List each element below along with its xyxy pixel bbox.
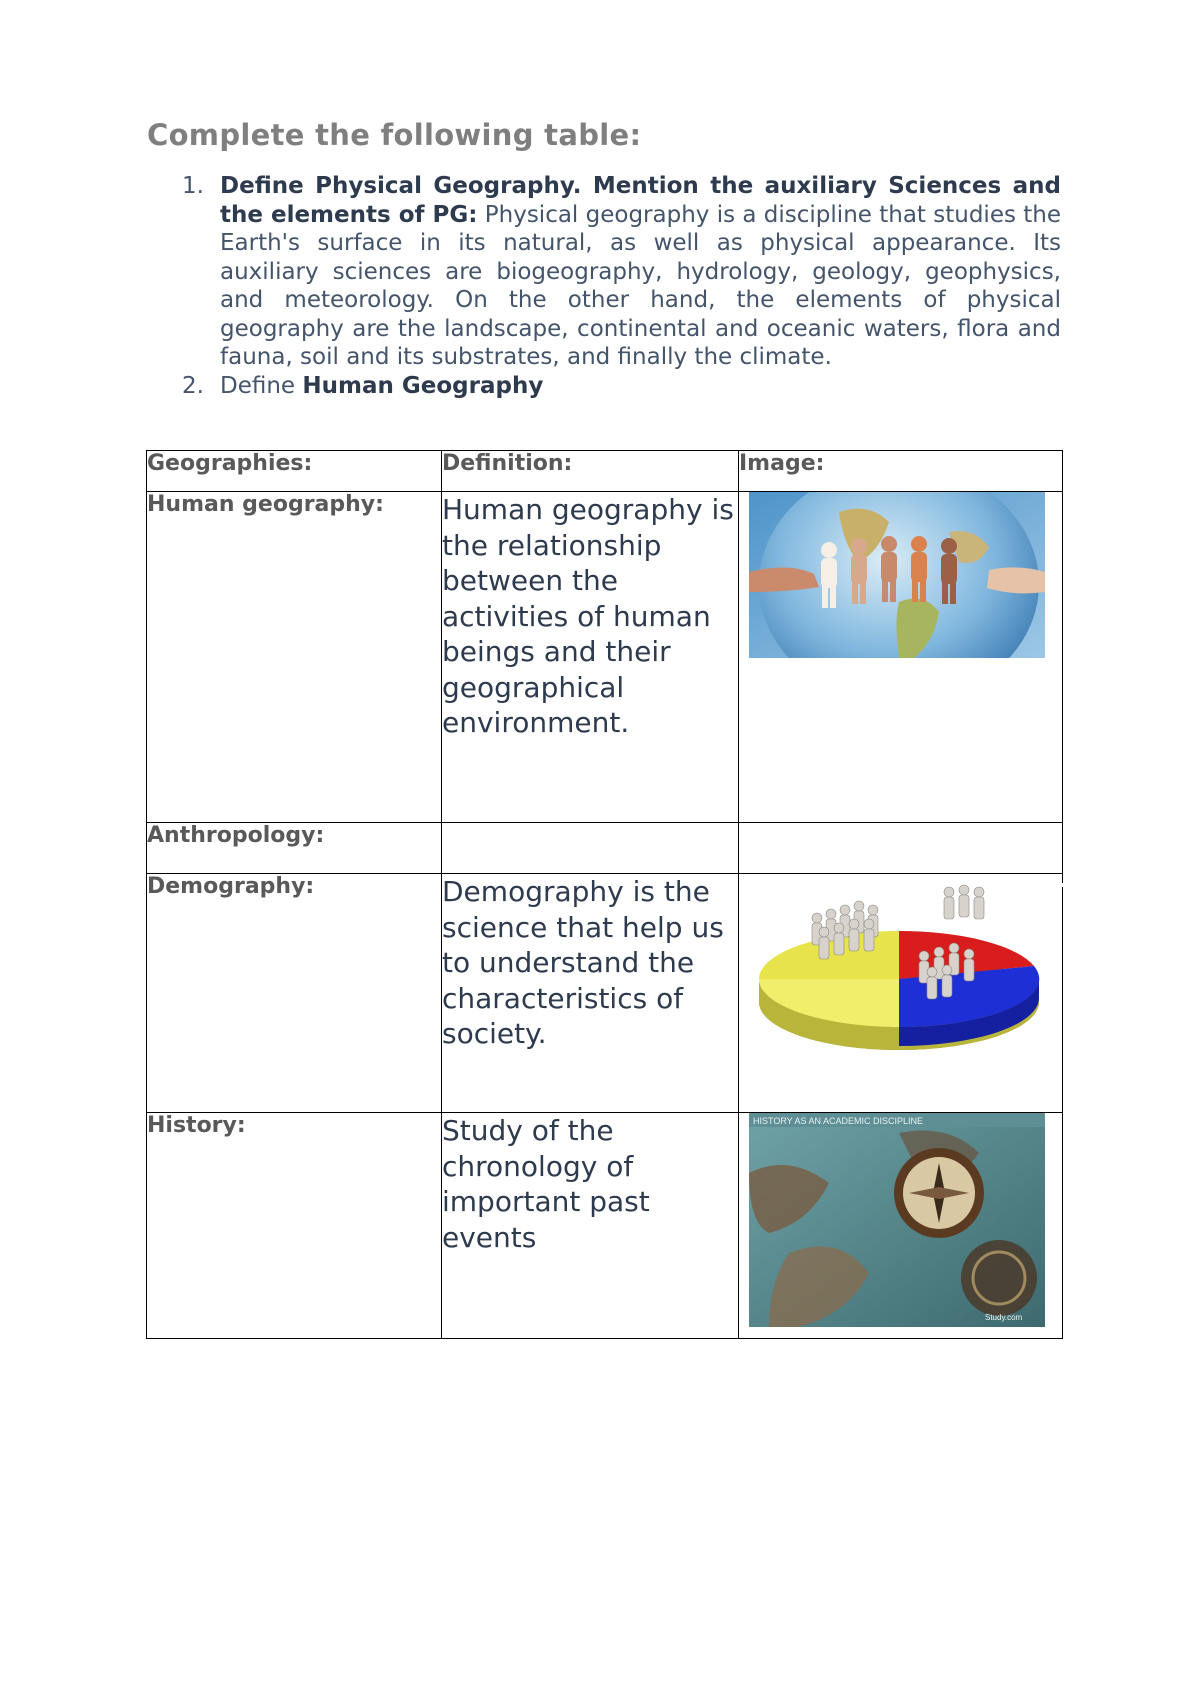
question-2: [147, 372, 1061, 401]
row-definition: Study of the chronology of important past events: [442, 1113, 739, 1339]
question-number: 1.: [182, 173, 204, 199]
row-definition: [442, 823, 739, 874]
row-label: History:: [147, 1113, 442, 1339]
table-row: [147, 874, 1063, 1113]
table-row: [147, 492, 1063, 823]
question-prompt: Define Physical Geography. Mention the auxiliary Sciences and the elements of PG:: [220, 173, 1061, 228]
page-title: Complete the following table:: [147, 118, 642, 152]
column-header: Geographies:: [147, 451, 442, 492]
row-image-cell: [739, 492, 1063, 823]
question-list: [147, 172, 1061, 400]
row-label: Human geography:: [147, 492, 442, 823]
image-caption-text: HISTORY AS AN ACADEMIC DISCIPLINE: [753, 1116, 924, 1126]
table-row: [147, 823, 1063, 874]
row-label: Anthropology:: [147, 823, 442, 874]
row-definition: Demography is the science that help us to understand the characteristics of society.: [442, 874, 739, 1113]
border-gap: [1059, 883, 1065, 887]
row-label: Demography:: [147, 874, 442, 1113]
geographies-table: [146, 450, 1063, 1339]
column-header: Image:: [739, 451, 1063, 492]
row-image-cell: [739, 1113, 1063, 1339]
question-prompt: Human Geography: [302, 372, 544, 399]
question-prefix: Define: [220, 372, 303, 399]
question-1: [147, 172, 1061, 372]
border-gap: [752, 887, 760, 891]
question-answer: Physical geography is a discipline that studies the Earth's surface in its natural, as well as physical appearance. Its auxiliary sciences are biogeography, hydrology, geology, geophysics, and meteorology. On the other hand, the elements of physical geography are the landscape, continental and oceanic waters, flora and fauna, soil and its substrates, and finally the climate.: [220, 201, 1062, 370]
history-map-image: [749, 1113, 1045, 1327]
row-definition: Human geography is the relationship between the activities of human beings and their geographical environment.: [442, 492, 739, 823]
table-row: [147, 1113, 1063, 1339]
image-watermark-text: Study.com: [985, 1313, 1023, 1322]
row-image-cell: [739, 874, 1063, 1113]
column-header: Definition:: [442, 451, 739, 492]
globe-people-image: [749, 492, 1045, 658]
row-image-cell: [739, 823, 1063, 874]
demography-pie-image: [749, 874, 1045, 1060]
compass-icon: [894, 1148, 984, 1238]
table-header-row: [147, 451, 1063, 492]
question-number: 2.: [182, 372, 204, 399]
